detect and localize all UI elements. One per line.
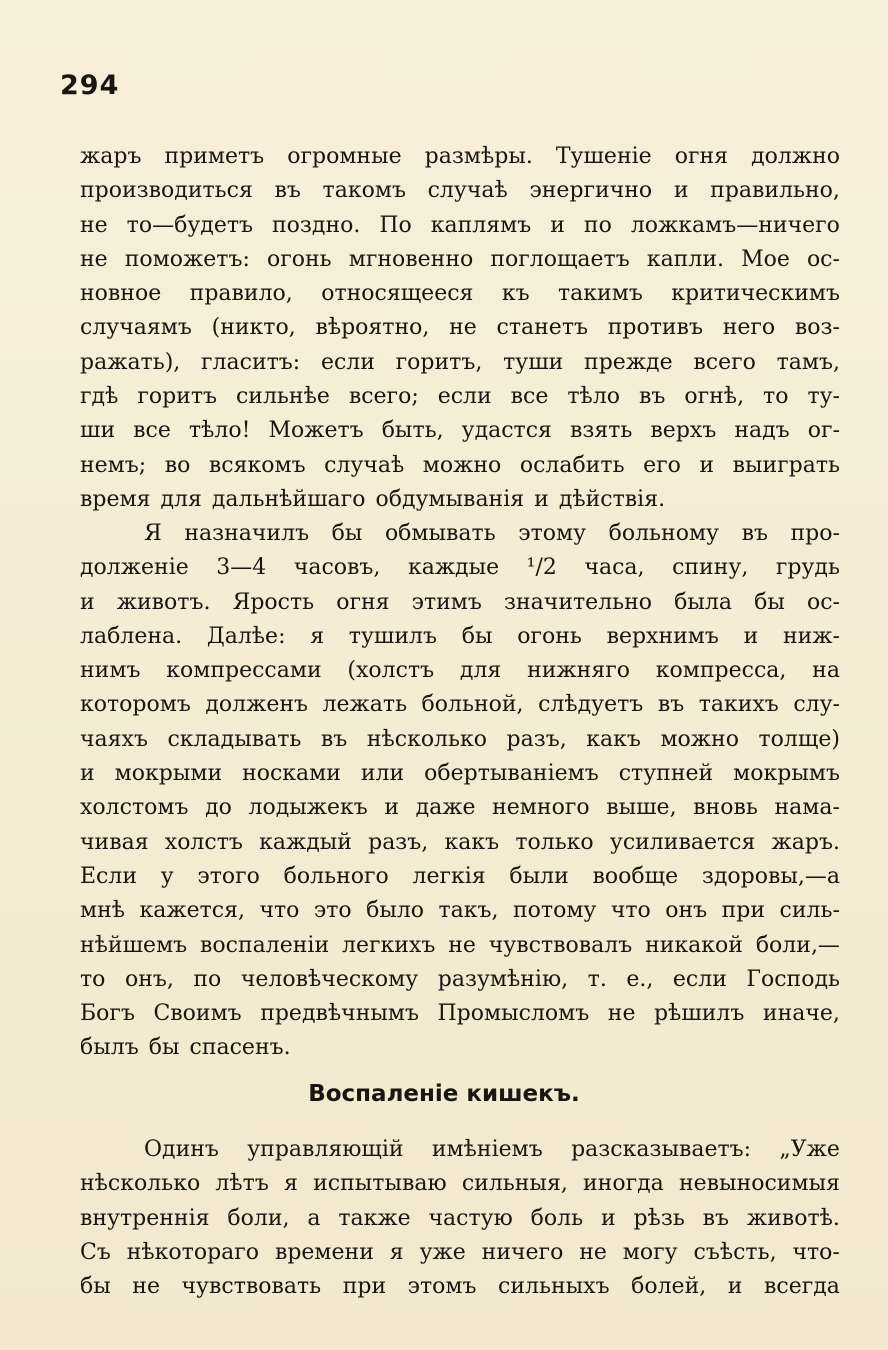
paragraph-1: [80, 140, 840, 517]
text-line: Съ нѣкотораго времени я уже ничего не могу съѣсть, что-: [80, 1239, 840, 1265]
text-line: то онъ, по человѣческому разумѣнію, т. е., если Господь: [80, 966, 840, 992]
text-line: былъ бы спасенъ.: [80, 1035, 291, 1061]
text-line: ражать), гласитъ: если горитъ, туши прежде всего тамъ,: [80, 349, 840, 375]
text-line: внутреннія боли, а также частую боль и рѣзь въ животѣ.: [80, 1205, 840, 1231]
text-line: время для дальнѣйшаго обдумыванія и дѣйствія.: [80, 486, 666, 512]
text-line: гдѣ горитъ сильнѣе всего; если все тѣло въ огнѣ, то ту-: [80, 384, 840, 410]
text-line: ши все тѣло! Можетъ быть, удастся взять верхъ надъ ог-: [80, 418, 840, 444]
text-line: которомъ долженъ лежать больной, слѣдуетъ въ такихъ слу-: [80, 692, 840, 718]
text-line: не поможетъ: огонь мгновенно поглощаетъ капли. Мое ос-: [80, 246, 840, 272]
paragraph-2: [80, 517, 840, 1066]
text-line: не то—будетъ поздно. По каплямъ и по ложкамъ—ничего: [80, 212, 840, 238]
page-number: 294: [60, 70, 120, 101]
text-line: Богъ Своимъ предвѣчнымъ Промысломъ не рѣшилъ иначе,: [80, 1001, 840, 1027]
section-heading: Воспаленіе кишекъ.: [308, 1081, 580, 1107]
text-line: холстомъ до лодыжекъ и даже немного выше, вновь нама-: [80, 795, 840, 821]
text-line: и животъ. Ярость огня этимъ значительно была бы ос-: [80, 589, 840, 615]
text-line: чаяхъ складывать въ нѣсколько разъ, какъ можно толще): [80, 726, 840, 752]
text-line: нѣсколько лѣтъ я испытываю сильныя, иногда невыносимыя: [80, 1171, 840, 1197]
text-line: нимъ компрессами (холстъ для нижняго компресса, на: [80, 658, 840, 684]
text-line: жаръ приметъ огромные размѣры. Тушеніе огня должно: [80, 144, 840, 169]
text-line: Если у этого больного легкія были вообще здоровы,—а: [80, 863, 840, 889]
text-line: лаблена. Далѣе: я тушилъ бы огонь верхнимъ и ниж-: [80, 623, 840, 649]
text-line: нѣйшемъ воспаленіи легкихъ не чувствовалъ никакой боли,—: [80, 932, 840, 958]
text-line: чивая холстъ каждый разъ, какъ только усиливается жаръ.: [80, 829, 840, 855]
text-line: случаямъ (никто, вѣроятно, не станетъ противъ него воз-: [80, 315, 840, 341]
text-line: долженіе 3—4 часовъ, каждые ¹/2 часа, спину, грудь: [80, 555, 840, 581]
text-line: мнѣ кажется, что это было такъ, потому что онъ при силь-: [80, 898, 840, 924]
text-line: и мокрыми носками или обертываніемъ ступней мокрымъ: [80, 761, 840, 787]
text-line: Одинъ управляющій имѣніемъ разсказываетъ: „Уже: [144, 1137, 840, 1162]
paragraph-3: [80, 1133, 840, 1304]
text-line: новное правило, относящееся къ такимъ критическимъ: [80, 281, 840, 307]
text-line: немъ; во всякомъ случаѣ можно ослабить его и выиграть: [80, 452, 840, 478]
text-line: бы не чувствовать при этомъ сильныхъ болей, и всегда: [80, 1274, 840, 1300]
text-line: производиться въ такомъ случаѣ энергично и правильно,: [80, 178, 840, 204]
text-line: Я назначилъ бы обмывать этому больному въ про-: [144, 521, 840, 546]
